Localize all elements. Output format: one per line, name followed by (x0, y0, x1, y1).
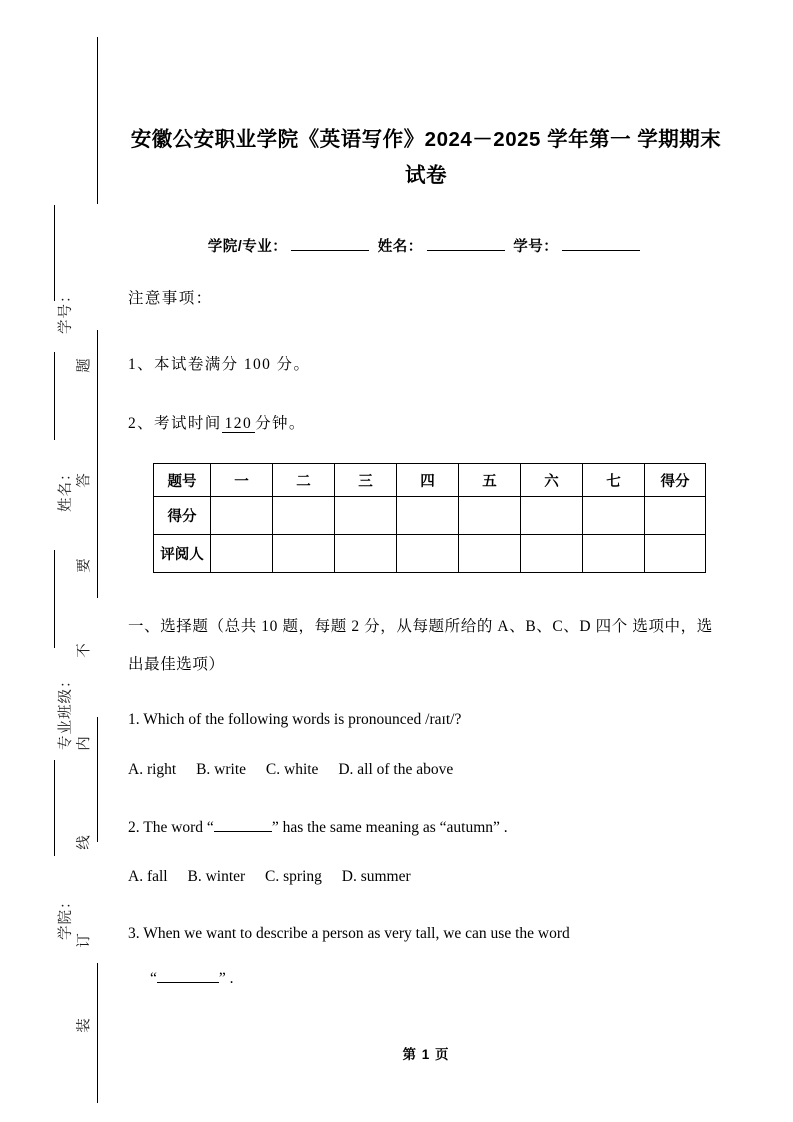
seal-field-blank-class (54, 550, 55, 648)
question-2-option-d[interactable]: D. summer (341, 868, 411, 885)
notes-item-2-suffix: 分钟。 (255, 415, 306, 432)
seal-char-7: 装 (76, 1018, 93, 1033)
table-cell-grader-4[interactable] (459, 535, 521, 573)
seal-rule-segment-2 (97, 330, 98, 598)
section-heading-line-1: 一、选择题（总共 10 题，每题 2 分，从每题所给的 A、B、C、D 四个 (128, 618, 628, 635)
table-header-cell-3: 三 (335, 464, 397, 497)
table-cell-score-0[interactable] (211, 497, 273, 535)
table-header-cell-1: 一 (211, 464, 273, 497)
seal-field-id-label: 学号： (58, 287, 74, 334)
table-cell-score-3[interactable] (397, 497, 459, 535)
question-1-option-d[interactable]: D. all of the above (338, 761, 454, 778)
page-number-footer: 第 1 页 (402, 1047, 450, 1062)
table-header-cell-8: 得分 (645, 464, 706, 497)
notes-item-2-prefix: 2、考试时间 (128, 415, 222, 432)
seal-char-2: 要 (76, 558, 93, 573)
table-row-label-grader: 评阅人 (154, 535, 211, 573)
seal-field-department-label: 学院： (58, 893, 74, 940)
name-field-label: 姓名： (377, 239, 423, 255)
question-2-option-c[interactable]: C. spring (265, 868, 322, 885)
seal-char-6: 订 (76, 933, 93, 948)
seal-field-blank-name (54, 352, 55, 440)
seal-rule-segment-4 (97, 963, 98, 1103)
table-cell-score-5[interactable] (521, 497, 583, 535)
notes-item-2 (128, 411, 306, 433)
table-cell-grader-5[interactable] (521, 535, 583, 573)
question-2-options (128, 868, 720, 886)
question-1-option-a[interactable]: A. right (128, 761, 177, 778)
question-1-stem: 1. Which of the following words is pronounced /raɪt/? (128, 711, 462, 728)
table-row-header (154, 464, 706, 497)
question-2-stem (128, 815, 720, 840)
table-row-label-score: 得分 (154, 497, 211, 535)
exam-paper-body (118, 0, 793, 1122)
question-2-option-a[interactable]: A. fall (128, 868, 168, 885)
question-1-option-b[interactable]: B. write (196, 761, 247, 778)
student-info-row (128, 235, 724, 256)
student-id-field-label: 学号： (513, 239, 559, 255)
seal-char-5: 线 (76, 835, 93, 850)
table-row-grader (154, 535, 706, 573)
table-cell-grader-1[interactable] (273, 535, 335, 573)
table-row-score (154, 497, 706, 535)
table-header-cell-4: 四 (397, 464, 459, 497)
question-2-blank[interactable] (214, 831, 272, 832)
seal-char-1: 答 (76, 473, 93, 488)
question-3-stem (128, 921, 720, 991)
seal-char-3: 不 (76, 643, 93, 658)
department-field-input[interactable] (291, 250, 369, 251)
table-cell-score-4[interactable] (459, 497, 521, 535)
table-cell-score-1[interactable] (273, 497, 335, 535)
score-table (153, 463, 706, 573)
question-3-stem-line-1: 3. When we want to describe a person as very tall, we can use the word (128, 925, 570, 942)
seal-line-sidebar (0, 0, 118, 1122)
question-3-stem-line-2 (128, 966, 720, 991)
exam-duration-value: 120 (222, 415, 255, 433)
seal-rule-segment-3 (97, 717, 98, 842)
page-title-line-2: 学期期末试卷 (405, 128, 722, 187)
table-header-cell-5: 五 (459, 464, 521, 497)
table-cell-score-7[interactable] (645, 497, 706, 535)
seal-field-blank-department (54, 760, 55, 856)
table-cell-score-2[interactable] (335, 497, 397, 535)
seal-char-4: 内 (76, 736, 93, 751)
question-1-options (128, 761, 720, 779)
page-title (128, 122, 724, 194)
section-heading-line-2: 选项中，选出最佳选项） (128, 618, 713, 673)
table-cell-grader-2[interactable] (335, 535, 397, 573)
name-field-input[interactable] (427, 250, 505, 251)
table-cell-grader-3[interactable] (397, 535, 459, 573)
table-cell-grader-6[interactable] (583, 535, 645, 573)
table-header-cell-7: 七 (583, 464, 645, 497)
question-3-quote-open: “ (150, 970, 157, 987)
seal-char-0: 题 (76, 358, 93, 373)
seal-field-name-label: 姓名： (58, 465, 74, 512)
table-cell-score-6[interactable] (583, 497, 645, 535)
question-2-stem-part-1: 2. The word “ (128, 819, 214, 836)
question-2-option-b[interactable]: B. winter (187, 868, 246, 885)
table-cell-grader-7[interactable] (645, 535, 706, 573)
seal-rule-segment-1 (97, 37, 98, 204)
question-3-quote-close: ” . (218, 970, 234, 987)
page-title-line-1: 安徽公安职业学院《英语写作》2024－2025 学年第一 (130, 128, 632, 151)
seal-field-class-label: 专业班级： (58, 672, 74, 750)
notes-item-1: 1、本试卷满分 100 分。 (128, 356, 311, 373)
question-3-blank[interactable] (157, 982, 219, 983)
table-header-cell-2: 二 (273, 464, 335, 497)
table-cell-grader-0[interactable] (211, 535, 273, 573)
section-heading (128, 608, 724, 684)
question-1-option-c[interactable]: C. white (265, 761, 319, 778)
question-2-stem-part-2: ” has the same meaning as “autumn” . (271, 819, 508, 836)
table-header-cell-6: 六 (521, 464, 583, 497)
table-header-cell-0: 题号 (154, 464, 211, 497)
student-id-field-input[interactable] (562, 250, 640, 251)
department-field-label: 学院/专业： (207, 239, 288, 255)
notes-heading: 注意事项： (128, 290, 213, 307)
